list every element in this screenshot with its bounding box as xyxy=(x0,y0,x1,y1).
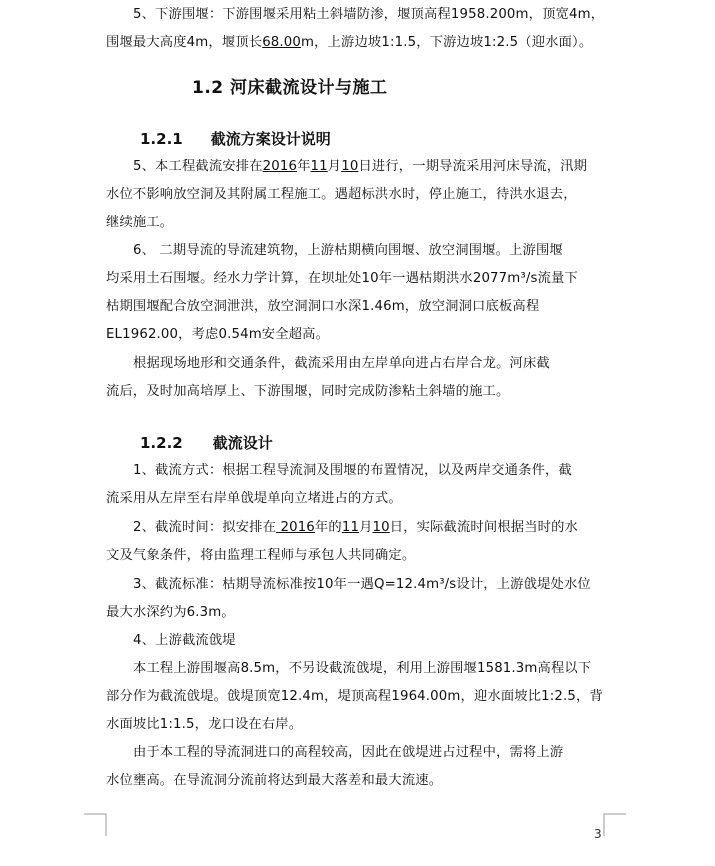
para-closure-standard-cont: 最大水深约为6.3m。 xyxy=(106,605,235,620)
subsection-heading-1-2-2: 1.2.2 截流设计 xyxy=(140,434,273,452)
para-closure-schedule: 5、本工程截流安排在2016年11月10日进行，一期导流采用河床导流，汛期 xyxy=(133,159,588,174)
para-phase2-diversion-cont: EL1962.00，考虑0.54m安全超高。 xyxy=(106,327,330,342)
para-site-conditions-cont: 流后，及时加高培厚上、下游围堰，同时完成防渗粘土斜墙的施工。 xyxy=(106,384,510,399)
para-upstream-dike-cont: 水面坡比1:1.5，龙口设在右岸。 xyxy=(106,717,303,732)
corner-mark-left xyxy=(84,812,108,836)
para-downstream-cofferdam-cont: 围堰最大高度4m，堰顶长68.00m，上游边坡1:1.5，下游边坡1:2.5（迎水面）。 xyxy=(106,35,593,50)
para-upstream-dike-title: 4、上游截流戗堤 xyxy=(133,633,236,648)
para-phase2-diversion: 6、 二期导流的导流建筑物，上游枯期横向围堰、放空洞围堰。上游围堰 xyxy=(133,243,563,258)
para-closure-schedule-cont: 继续施工。 xyxy=(106,215,174,230)
para-water-level: 由于本工程的导流洞进口的高程较高，因此在戗堤进占过程中，需将上游 xyxy=(133,745,564,760)
page-number: 3 xyxy=(594,827,602,841)
para-site-conditions: 根据现场地形和交通条件，截流采用由左岸单向进占右岸合龙。河床截 xyxy=(133,356,550,371)
para-phase2-diversion-cont: 枯期围堰配合放空洞泄洪，放空洞洞口水深1.46m，放空洞洞口底板高程 xyxy=(106,299,540,314)
para-closure-standard: 3、截流标准：枯期导流标准按10年一遇Q=12.4m³/s设计，上游戗堤处水位 xyxy=(133,577,591,592)
para-downstream-cofferdam: 5、下游围堰：下游围堰采用粘土斜墙防渗，堰顶高程1958.200m，顶宽4m， xyxy=(133,7,605,22)
para-water-level-cont: 水位壅高。在导流洞分流前将达到最大落差和最大流速。 xyxy=(106,773,443,788)
subsection-heading-1-2-1: 1.2.1 截流方案设计说明 xyxy=(140,130,331,148)
para-upstream-dike-cont: 部分作为截流戗堤。戗堤顶宽12.4m，堤顶高程1964.00m，迎水面坡比1:2.5，背 xyxy=(106,689,603,704)
section-heading-1-2: 1.2 河床截流设计与施工 xyxy=(192,78,388,98)
para-closure-time: 2、截流时间：拟安排在 2016年的11月10日，实际截流时间根据当时的水 xyxy=(133,520,579,535)
corner-mark-right xyxy=(602,812,626,836)
para-closure-method: 1、截流方式：根据工程导流洞及围堰的布置情况，以及两岸交通条件，截 xyxy=(133,463,572,478)
para-phase2-diversion-cont: 均采用土石围堰。经水力学计算，在坝址处10年一遇枯期洪水2077m³/s流量下 xyxy=(106,271,578,286)
para-closure-method-cont: 流采用从左岸至右岸单戗堤单向立堵进占的方式。 xyxy=(106,491,402,506)
para-closure-schedule-cont: 水位不影响放空洞及其附属工程施工。遇超标洪水时，停止施工，待洪水退去， xyxy=(106,187,577,202)
para-closure-time-cont: 文及气象条件，将由监理工程师与承包人共同确定。 xyxy=(106,548,416,563)
para-upstream-dike: 本工程上游围堰高8.5m，不另设截流戗堤，利用上游围堰1581.3m高程以下 xyxy=(133,661,592,676)
